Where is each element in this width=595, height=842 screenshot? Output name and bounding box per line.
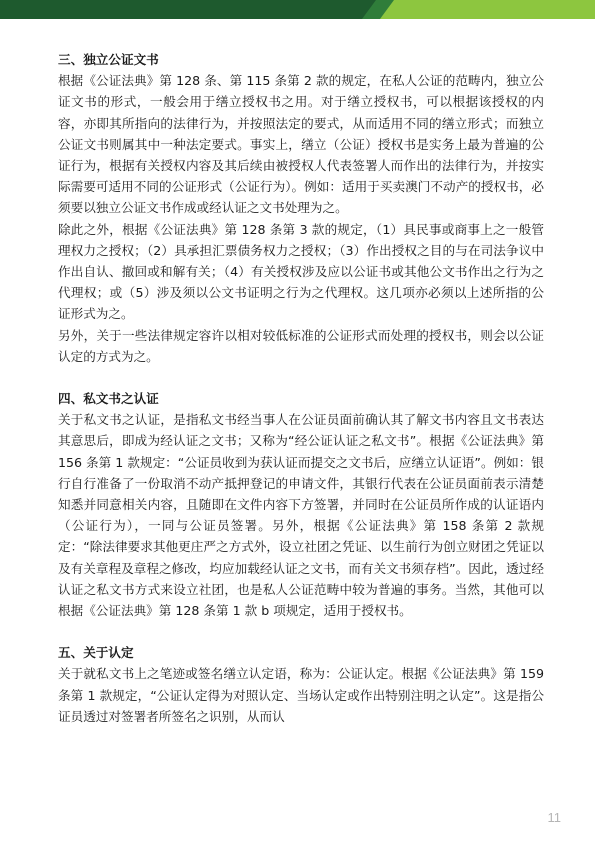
header-band-light xyxy=(380,0,595,19)
section-heading: 四、私文书之认证 xyxy=(58,391,159,407)
header-band-graphic xyxy=(0,0,595,19)
paragraph: 根据《公证法典》第 128 条、第 115 条第 2 款的规定，在私人公证的范畴内，独立公证文书的形式，一般会用于缮立授权书之用。对于缮立授权书，可以根据该授权的内容，亦即其所指向的法律行为，并按照法定的要式，从而适用不同的缮立形式；而独立公证文书则属其中一种法定要式。事实上，缮立（公证）授权书是实务上最为普遍的公证行为，根据有关授权内容及其后续由被授权人代表签署人而作出的法律行为，并按实际需要可适用不同的公证形式（公证行为）。例如：适用于买卖澳门不动产的授权书，必须要以独立公证文书作成或经认证之文书处理为之。 xyxy=(58,73,544,216)
page-body xyxy=(58,49,544,727)
paragraph: 除此之外，根据《公证法典》第 128 条第 3 款的规定，（1）具民事或商事上之一般管理权力之授权；（2）具承担汇票债务权力之授权；（3）作出授权之目的与在司法争议中作出自认、撤回或和解有关；（4）有关授权涉及应以公证书或其他公文书作出之行为之代理权；或（5）涉及须以公文书证明之行为之代理权。这几项亦必须以上述所指的公证形式为之。 xyxy=(58,221,544,322)
section-heading: 五、关于认定 xyxy=(58,645,134,661)
paragraph: 关于就私文书上之笔迹或签名缮立认定语，称为：公证认定。根据《公证法典》第 159 条第 1 款规定，“公证认定得为对照认定、当场认定或作出特别注明之认定”。这是指公证员透过对签署者所签名之识别，从而认 xyxy=(58,666,544,724)
header-decoration-band xyxy=(0,0,595,19)
section-heading: 三、独立公证文书 xyxy=(58,52,159,67)
paragraph: 关于私文书之认证，是指私文书经当事人在公证员面前确认其了解文书内容且文书表达其意思后，即成为经认证之文书；又称为“经公证认证之私文书”。根据《公证法典》第 156 条第 1 款规定：“公证员收到为获认证而提交之文书后，应缮立认证语”。例如：银行自行准备了一份取消不动产抵押登记的申请文件，其银行代表在公证员面前表示清楚知悉并同意相关内容，且随即在文件内容下方签署，并同时在公证员所作成的认证语内（公证行为），一同与公证员签署。另外，根据《公证法典》第 158 条第 2 款规定：“除法律要求其他更庄严之方式外，设立社团之凭证、以生前行为创立财团之凭证以及有关章程及章程之修改，均应加载经认证之文书，而有关文书须存档”。因此，透过经认证之私文书方式来设立社团，也是私人公证范畴中较为普遍的事务。当然，其他可以根据《公证法典》第 128 条第 1 款 b 项规定，适用于授权书。 xyxy=(58,412,544,619)
paragraph: 另外，关于一些法律规定容许以相对较低标准的公证形式而处理的授权书，则会以公证认定的方式为之。 xyxy=(58,327,544,364)
section-private-document-authentication xyxy=(58,388,544,621)
page-number: 11 xyxy=(547,810,561,825)
section-recognition xyxy=(58,642,544,727)
section-independent-notarial-deed xyxy=(58,49,544,367)
header-band-dark xyxy=(0,0,382,19)
